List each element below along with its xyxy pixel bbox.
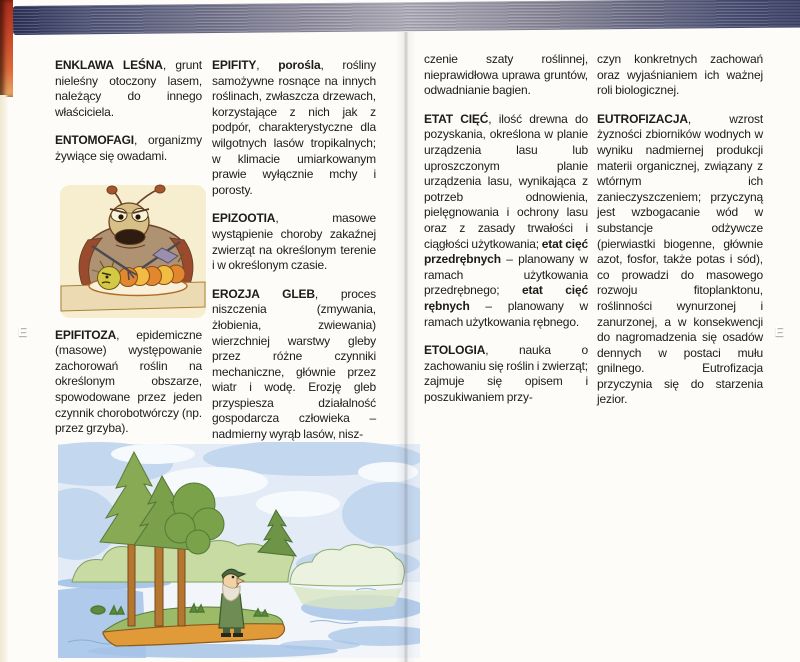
index-letter-left: E bbox=[18, 323, 28, 339]
entry-term: porośla bbox=[278, 58, 321, 72]
entry-term: ENKLAWA LEŚNA bbox=[55, 58, 163, 72]
entry-text: , rośliny samożywne rosnące na innych roślinach, zwłaszcza drzewach, korzystające z nich jak z podpór, charakterystyczne dla wilgotnych lasów tropikalnych; w klimacie umiarkowanym prawie wyłącznie mchy i porosty. bbox=[212, 58, 376, 197]
entry-text: , wzrost żyzności zbiorników wodnych w wyniku nadmiernej produkcji materii organicznej, związany z wtórnym ich zanieczyszczeniem; przyczyną jest wzbogacanie wód w substancje odżywcze (pierwiastki biogenne, głównie azot, fosfor, także potas i sód), co prowadzi do masowego rozwoju fitoplanktonu, roślinności wynurzonej i zanurzonej, a w konsekwencji do nagromadzenia się osadów dennych w postaci mułu gnilnego. Eutrofizacja przyczynia się do starzenia jezior. bbox=[597, 111, 763, 407]
dictionary-entry bbox=[212, 58, 376, 198]
entry-term: etat cięć przedrębnych bbox=[424, 236, 588, 267]
entry-term: etat cięć rębnych bbox=[424, 283, 588, 313]
index-letter-right: E bbox=[774, 323, 784, 339]
entry-text: , masowe wystąpienie choroby zakaźnej zwierząt na określonym terenie i w określonym czasie. bbox=[212, 211, 376, 273]
entry-term: EPIFITY bbox=[212, 58, 257, 72]
dictionary-entry bbox=[55, 133, 202, 164]
page-edge-cream bbox=[0, 95, 9, 662]
entry-term: ETAT CIĘĆ bbox=[424, 111, 489, 126]
entry-text: , bbox=[256, 58, 279, 72]
entry-text: czyn konkretnych zachowań oraz wyjaśnianiem ich ważnej roli biologicznej. bbox=[597, 52, 763, 98]
book-spine-red-edge bbox=[0, 0, 13, 97]
dictionary-entry bbox=[55, 58, 202, 120]
entry-term: ETOLOGIA bbox=[424, 343, 486, 358]
dictionary-entry bbox=[212, 287, 376, 443]
beetle-eating-caterpillar-spacer bbox=[55, 178, 202, 328]
entry-text: , grunt nieleśny otoczony lasem, należący do innego właściciela. bbox=[55, 58, 202, 119]
entry-text: czenie szaty roślinnej, nieprawidłowa uprawa gruntów, odwadnianie bagien. bbox=[424, 52, 588, 98]
entry-term: EROZJA GLEB bbox=[212, 286, 315, 301]
dictionary-entry bbox=[55, 328, 202, 437]
dictionary-entry bbox=[212, 211, 376, 273]
text-column-4 bbox=[597, 52, 763, 421]
entry-text: , proces niszczenia (zmywania, żłobienia, zwiewania) wierzchniej warstwy gleby przez różne czynniki mechaniczne, głównie przez wiatr i wodę. Erozję gleb przyspiesza działalność gospodarcza człowieka – nadmierny wyrąb lasów, nisz- bbox=[212, 286, 376, 442]
entry-text: , ilość drewna do pozyskania, określona w planie urządzenia lasu lub uproszczonym planie urządzenia lasu, wynikająca z potrzeb odnowienia, pielęgnowania i ochrony lasu oraz z zasady trwałości i ciągłości użytkowania; bbox=[424, 111, 589, 251]
dictionary-entry bbox=[597, 52, 763, 99]
text-column-1 bbox=[55, 58, 202, 450]
entry-text: – planowany w ramach użytkowania przedrębnego; bbox=[424, 252, 588, 298]
text-column-3 bbox=[424, 52, 588, 418]
dictionary-entry bbox=[597, 112, 763, 408]
dictionary-entry bbox=[424, 112, 588, 330]
text-column-2 bbox=[212, 58, 376, 456]
entry-term: ENTOMOFAGI bbox=[55, 133, 134, 148]
entry-text: , epidemiczne (masowe) występowanie zachorowań roślin na określonym obszarze, spowodowane przez jeden czynnik chorobotwórczy (np. przez grzyba). bbox=[55, 327, 202, 436]
center-gutter-shadow bbox=[396, 32, 416, 662]
alphabet-index-banner bbox=[13, 0, 800, 35]
island-illustration bbox=[58, 442, 420, 658]
entry-term: EPIFITOZA bbox=[55, 327, 117, 342]
entry-term: EUTROFIZACJA bbox=[597, 111, 688, 126]
dictionary-entry bbox=[424, 52, 588, 99]
dictionary-entry bbox=[424, 343, 588, 405]
entry-text: – planowany w ramach użytkowania rębnego. bbox=[424, 298, 588, 329]
entry-term: EPIZOOTIA bbox=[212, 211, 276, 226]
entry-text: , nauka o zachowaniu się roślin i zwierząt; zajmuje się opisem i poszukiwaniem przy- bbox=[424, 343, 588, 404]
entry-text: , organizmy żywiące się owadami. bbox=[55, 133, 202, 163]
